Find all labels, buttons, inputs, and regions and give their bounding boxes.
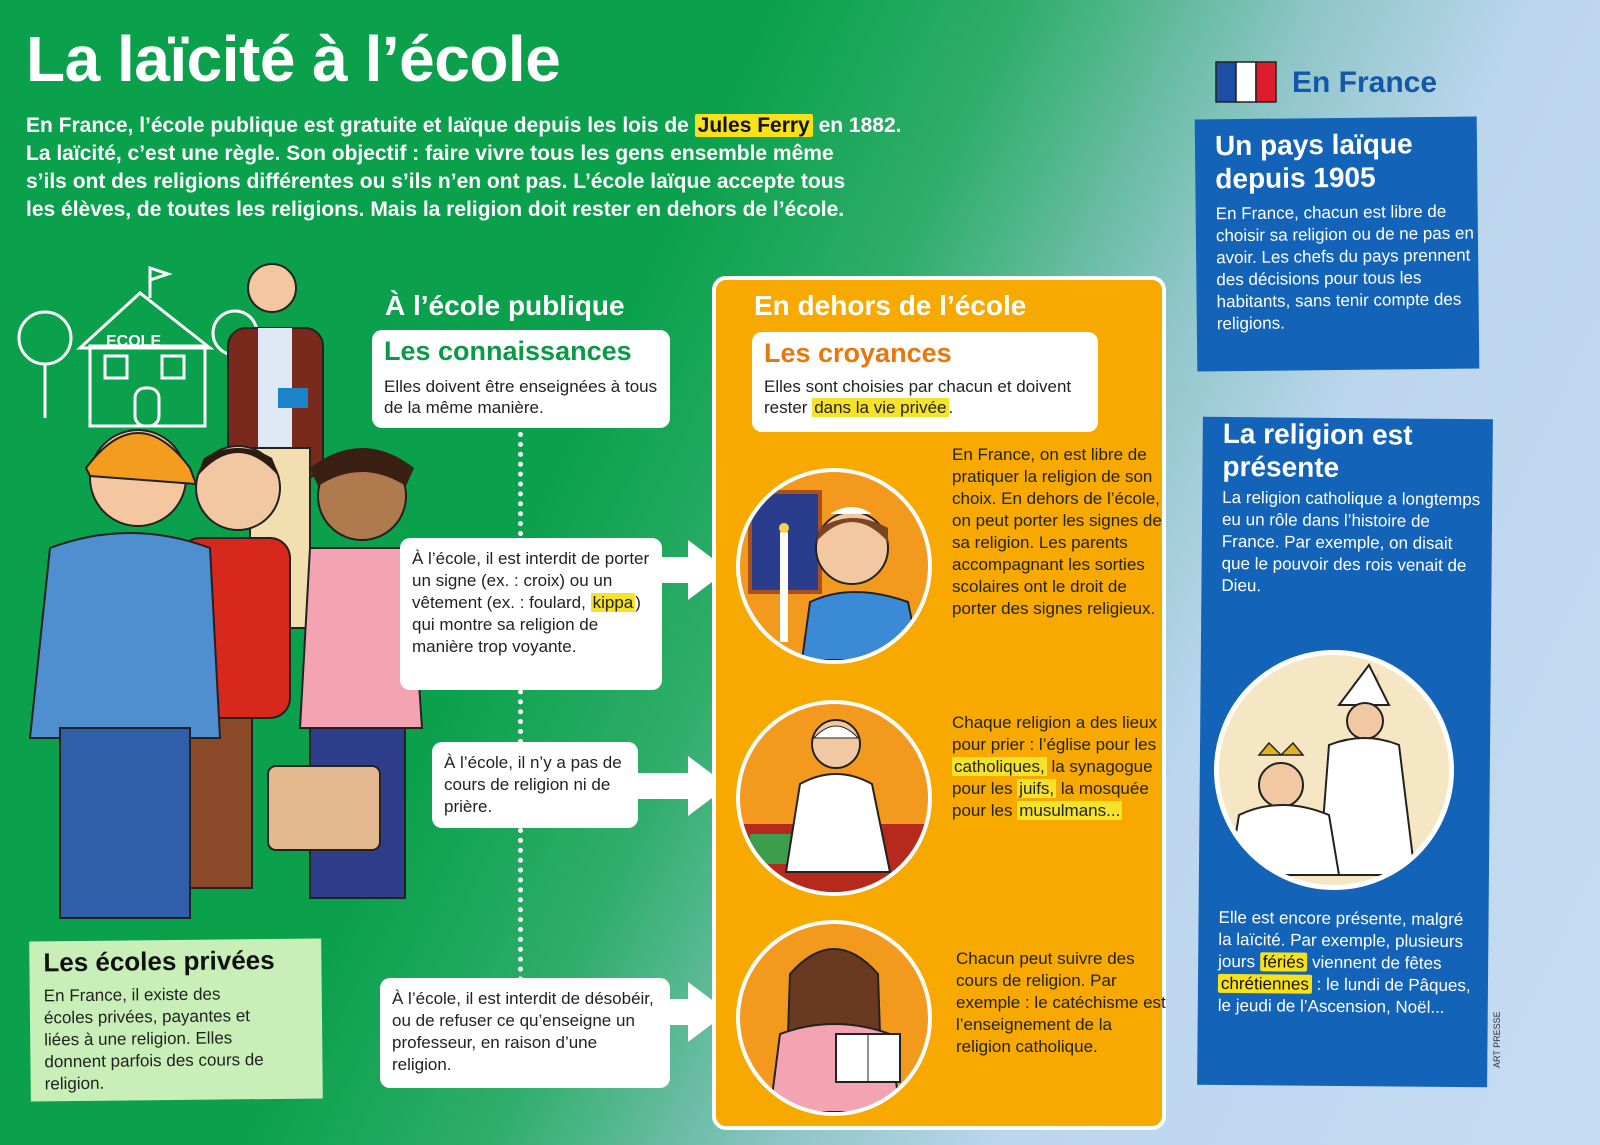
highlight-private-life: dans la vie privée — [814, 398, 947, 417]
public-school-heading: À l’école publique — [385, 290, 625, 321]
french-flag-icon — [1214, 56, 1278, 104]
private-schools-box — [29, 938, 323, 1101]
secular-country-text: En France, chacun est libre de choisir sa religion ou de ne pas en avoir. Les chefs du pays prennent des décisions pour tous les habitants, sans tenir compte des religions. — [1215, 201, 1474, 334]
credit: ART PRESSE — [1492, 1011, 1502, 1068]
arrow-stem-2 — [638, 773, 692, 799]
outside-text-courses: Chacun peut suivre des cours de religion. Par exemple : le catéchisme est l’enseignement de la religion catholique. — [956, 949, 1166, 1056]
highlight-juifs: juifs, — [1019, 779, 1055, 798]
rule-no-disobedience: À l’école, il est interdit de désobéir, ou de refuser ce qu’enseigne un professeur, en raison d’une religion. — [380, 978, 670, 1088]
rule-religious-signs: À l’école, il est interdit de porter un signe (ex. : croix) ou un vêtement (ex. : foulard, kippa ) qui montre sa religion de manière trop voyante. — [400, 538, 662, 690]
illustration-kippa-boy — [736, 468, 932, 664]
religion-present-title: La religion est présente — [1222, 417, 1413, 483]
highlight-catholiques: catholiques, — [954, 757, 1045, 776]
knowledge-text: Elles doivent être enseignées à tous de la même manière. — [384, 377, 658, 417]
highlight-chretiennes: chrétiennes — [1218, 974, 1312, 994]
secular-country-title: Un pays laïque depuis 1905 — [1214, 128, 1413, 195]
private-schools-title: Les écoles privées — [43, 944, 275, 978]
highlight-musulmans: musulmans... — [1019, 801, 1121, 820]
highlight-jules-ferry: Jules Ferry — [695, 114, 813, 137]
en-france-label: En France — [1292, 66, 1438, 99]
outside-text-freedom: En France, on est libre de pratiquer la religion de son choix. En dehors de l’école, on peut porter les signes de sa religion. Les parents accompagnant les sorties scolaires ont le droit de porter des signes religieux. — [952, 445, 1162, 618]
religion-present-text: La religion catholique a longtemps eu un rôle dans l’histoire de France. Par exemple, on disait que le pouvoir des rois venait de Dieu. — [1221, 487, 1481, 596]
knowledge-title: Les connaissances — [384, 336, 632, 366]
religion-present-text-2: Elle est encore présente, malgré la laïcité. Par exemple, plusieurs jours fériés viennent de fêtes chrétiennes : le lundi de Pâques, le jeudi de l’Ascension, Noël... — [1217, 907, 1471, 1017]
illustration-reading-girl — [736, 920, 932, 1116]
knowledge-card — [372, 330, 670, 428]
intro-line-4: les élèves, de toutes les religions. Mais la religion doit rester en dehors de l’école. — [26, 198, 845, 221]
beliefs-title: Les croyances — [764, 338, 952, 368]
rule-no-religion-class: À l’école, il n’y a pas de cours de religion ni de prière. — [432, 742, 638, 828]
highlight-feries: fériés — [1260, 952, 1308, 971]
private-schools-text: En France, il existe des écoles privées, payantes et liées à une religion. Elles donnent parfois des cours de religion. — [43, 984, 264, 1094]
page-title: La laïcité à l’école — [26, 23, 561, 95]
intro-line-3: s’ils ont des religions différentes ou s’ils n’en ont pas. L’école laïque accepte tous — [26, 170, 846, 193]
illustration-coronation — [1214, 650, 1454, 890]
dotted-connector — [518, 432, 523, 992]
intro-line-1: En France, l’école publique est gratuite et laïque depuis les lois de Jules Ferry en 1882. — [26, 114, 902, 137]
highlight-kippa: kippa — [592, 593, 634, 612]
illustration-praying-boy — [736, 700, 932, 896]
beliefs-card — [752, 332, 1098, 432]
intro-line-2: La laïcité, c’est une règle. Son objectif : faire vivre tous les gens ensemble même — [26, 142, 834, 165]
outside-school-heading: En dehors de l’école — [754, 290, 1027, 321]
secular-country-box — [1195, 117, 1480, 372]
beliefs-text: Elles sont choisies par chacun et doivent rester dans la vie privée . — [764, 377, 1072, 417]
outside-text-places: Chaque religion a des lieux pour prier : l’église pour les catholiques, la synagogue pour les juifs, la mosquée pour les musulmans... — [952, 713, 1158, 820]
school-sign: ECOLE — [106, 333, 162, 350]
intro-text — [26, 112, 1066, 224]
